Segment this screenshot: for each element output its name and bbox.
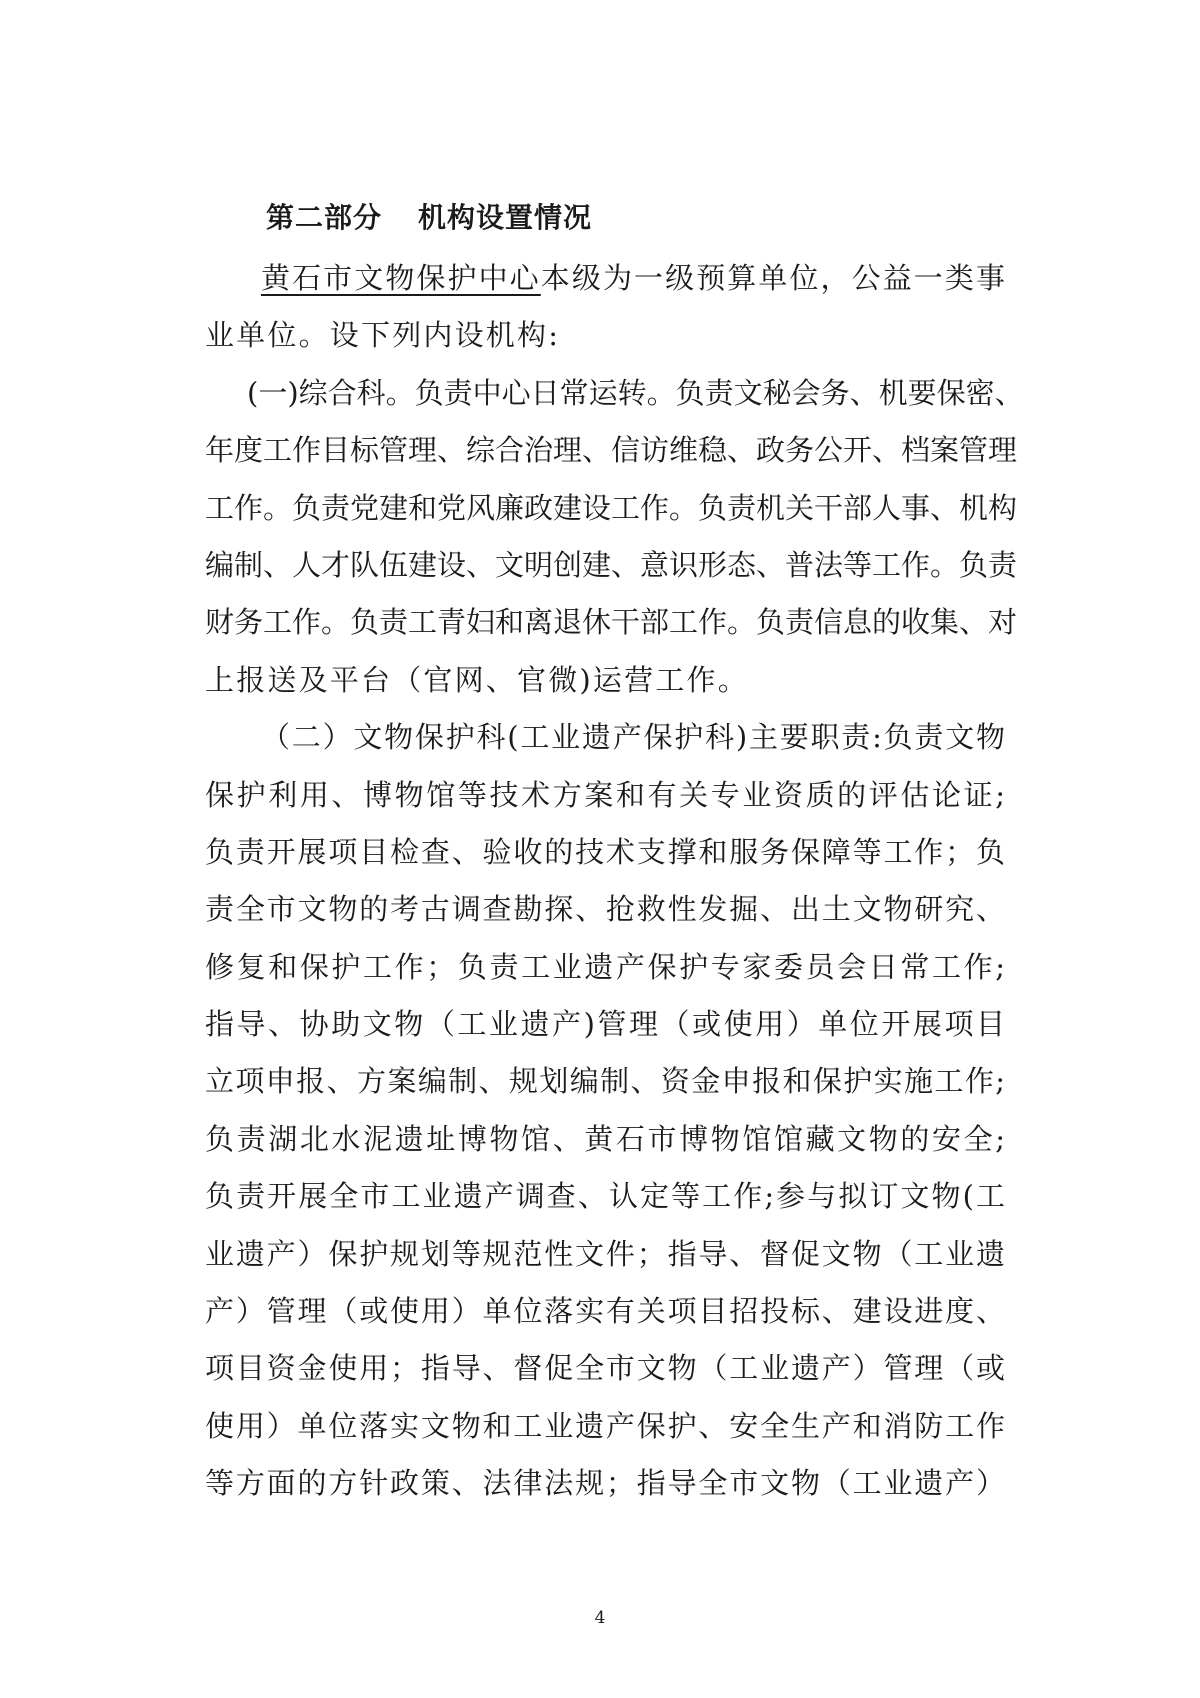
section-heading: [266, 196, 592, 240]
section1-line: 财务工作。负责工青妇和离退休干部工作。负责信息的收集、对: [205, 605, 1018, 640]
section2-line: 负责湖北水泥遗址博物馆、黄石市博物馆馆藏文物的安全;: [205, 1121, 1005, 1156]
unit-name: 黄石市文物保护中心: [261, 261, 541, 295]
section1-line: 年度工作目标管理、综合治理、信访维稳、政务公开、档案管理: [205, 433, 1018, 468]
intro-line-1: [205, 250, 1005, 307]
intro-line-1-rest: 本级为一级预算单位，公益一类事: [540, 261, 1005, 295]
body-text: [205, 250, 1024, 1513]
section1-line: (一)综合科。负责中心日常运转。负责文秘会务、机要保密、: [247, 375, 1024, 410]
section2-line: 使用）单位落实文物和工业遗产保护、安全生产和消防工作: [205, 1408, 1005, 1443]
section2-line: 产）管理（或使用）单位落实有关项目招投标、建设进度、: [205, 1294, 1005, 1329]
section2-line: 等方面的方针政策、法律法规；指导全市文物（工业遗产）: [205, 1466, 1005, 1501]
section1-line: 工作。负责党建和党风廉政建设工作。负责机关干部人事、机构: [205, 490, 1018, 525]
section2-line: 负责开展项目检查、验收的技术支撑和服务保障等工作；负: [205, 834, 1005, 869]
section2-line: 修复和保护工作；负责工业遗产保护专家委员会日常工作;: [205, 949, 1005, 984]
section2-line: （二）文物保护科(工业遗产保护科)主要职责:负责文物: [261, 720, 1005, 755]
section2-line: 业遗产）保护规划等规范性文件；指导、督促文物（工业遗: [205, 1236, 1005, 1271]
intro-line-2: 业单位。设下列内设机构:: [205, 318, 561, 353]
section2-line: 责全市文物的考古调查勘探、抢救性发掘、出土文物研究、: [205, 892, 1005, 927]
section2-line: 负责开展全市工业遗产调查、认定等工作;参与拟订文物(工: [205, 1179, 1005, 1214]
section2-line: 保护利用、博物馆等技术方案和有关专业资质的评估论证;: [205, 777, 1005, 812]
heading-title: 机构设置情况: [418, 201, 593, 234]
heading-part: 第二部分: [266, 201, 383, 234]
section2-line: 立项申报、方案编制、规划编制、资金申报和保护实施工作;: [205, 1064, 1005, 1099]
page-number: 4: [594, 1608, 606, 1628]
section2-line: 指导、协助文物（工业遗产)管理（或使用）单位开展项目: [205, 1007, 1005, 1042]
section1-line: 编制、人才队伍建设、文明创建、意识形态、普法等工作。负责: [205, 547, 1018, 582]
section2-line: 项目资金使用；指导、督促全市文物（工业遗产）管理（或: [205, 1351, 1005, 1386]
section1-line: 上报送及平台（官网、官微)运营工作。: [205, 662, 749, 697]
